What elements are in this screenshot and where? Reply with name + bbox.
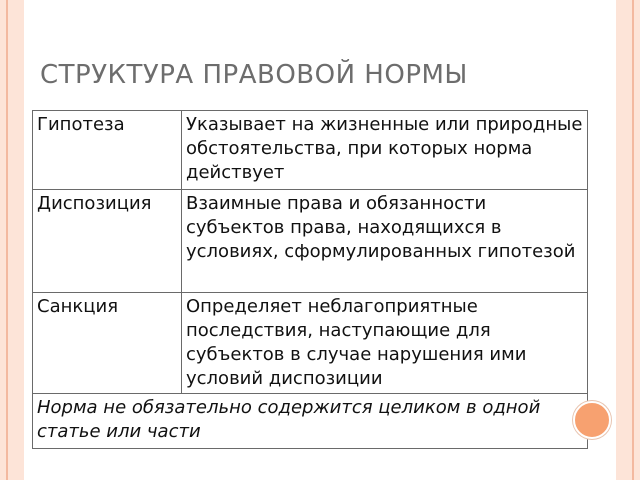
- definition-cell: Указывает на жизненные или природные обстоятельства, при которых норма действует: [182, 111, 588, 190]
- table-note: Норма не обязательно содержится целиком в одной статье или части: [33, 394, 588, 449]
- definition-cell: Взаимные права и обязанности субъектов права, находящихся в условиях, сформулированных гипотезой: [182, 190, 588, 293]
- norm-structure-table: [32, 110, 588, 449]
- term-cell: Диспозиция: [33, 190, 182, 293]
- table-row: [33, 190, 588, 293]
- slide-frame-right-line: [632, 0, 634, 480]
- slide-title: СТРУКТУРА ПРАВОВОЙ НОРМЫ: [40, 60, 468, 90]
- slide-frame-right: [616, 0, 640, 480]
- slide-frame-left: [0, 0, 24, 480]
- table-note-row: [33, 394, 588, 449]
- definition-cell: Определяет неблагоприятные последствия, наступающие для субъектов в случае нарушения ими условий диспозиции: [182, 293, 588, 394]
- slide-frame-left-line: [6, 0, 8, 480]
- term-cell: Санкция: [33, 293, 182, 394]
- term-cell: Гипотеза: [33, 111, 182, 190]
- decorative-circle-icon: [573, 401, 611, 439]
- table-row: [33, 293, 588, 394]
- table-row: [33, 111, 588, 190]
